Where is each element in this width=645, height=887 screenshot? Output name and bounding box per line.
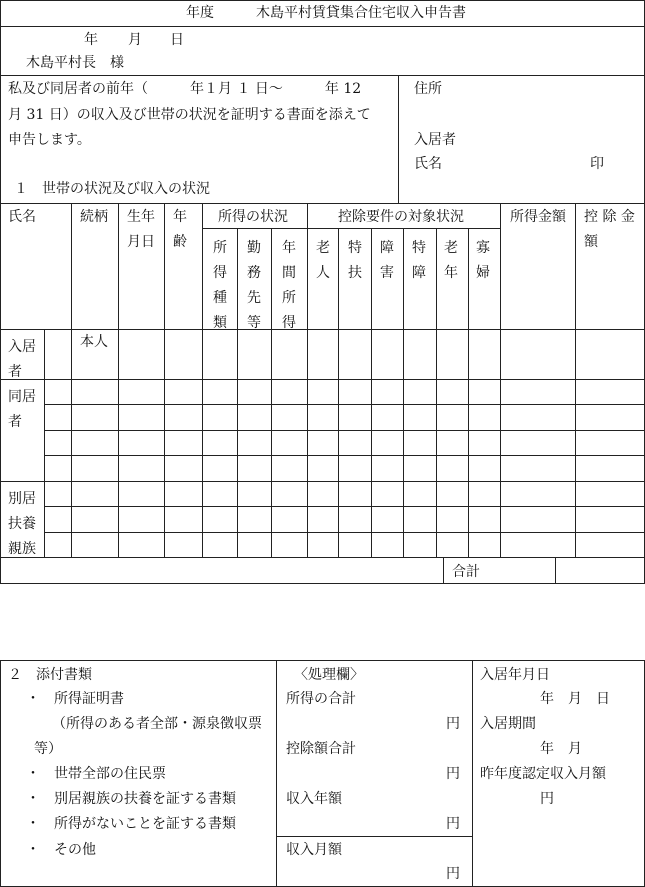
declaration-line-2: 月 31 日）の収入及び世帯の状況を証明する書面を添えて <box>8 107 371 123</box>
declaration-divider <box>398 75 399 204</box>
period-label: 入居期間 <box>480 716 536 732</box>
attachment-item: ・ 所得がないことを証する書類 <box>26 816 236 832</box>
col-line <box>271 228 272 557</box>
row-line <box>44 532 645 533</box>
prior-income-label: 昨年度認定収入月額 <box>480 766 606 782</box>
address-label: 住所 <box>414 81 442 97</box>
move-in-date-value: 年 月 日 <box>540 691 610 707</box>
header-elderly: 老 人 <box>316 240 330 281</box>
col-line <box>71 203 72 557</box>
period-value: 年 月 <box>540 741 582 757</box>
header-deduction-amount-1: 控 除 金 <box>584 209 635 225</box>
col-line <box>237 228 238 557</box>
header-annual-income: 年 間 所 得 <box>282 240 296 331</box>
col-line <box>338 228 339 557</box>
processing-unit: 円 <box>446 716 460 732</box>
addressee-divider <box>0 75 645 76</box>
row-line <box>0 481 645 482</box>
header-workplace: 勤 務 先 等 <box>247 240 261 331</box>
border-bottom <box>0 583 645 584</box>
name-label: 氏名 <box>414 156 442 172</box>
processing-divider <box>276 836 472 837</box>
section2-left <box>0 660 1 887</box>
attachment-item: 等） <box>34 741 62 757</box>
move-in-date-label: 入居年月日 <box>480 667 550 683</box>
header-special-dependent: 特 扶 <box>348 240 362 281</box>
section1-title: １ 世帯の状況及び収入の状況 <box>14 181 210 197</box>
processing-title: 〈処理欄〉 <box>294 667 364 683</box>
date-day: 日 <box>170 32 184 48</box>
addressee: 木島平村長 様 <box>26 55 124 71</box>
processing-label: 収入月額 <box>286 842 342 858</box>
attachment-item: ・ 所得証明書 <box>26 691 124 707</box>
resident-label: 入居者 <box>414 132 456 148</box>
border-top <box>0 0 645 1</box>
col-line <box>118 203 119 557</box>
header-bottom <box>0 329 645 330</box>
attachment-item: ・ 世帯全部の住民票 <box>26 766 166 782</box>
header-birth-1: 生年 <box>127 209 155 225</box>
border-left <box>0 0 1 584</box>
date-year: 年 <box>84 32 98 48</box>
section2-divider-2 <box>472 660 473 887</box>
date-month: 月 <box>128 32 142 48</box>
attachment-item: （所得のある者全部・源泉徴収票 <box>52 716 262 732</box>
row-line <box>0 557 645 558</box>
declaration-line-1: 私及び同居者の前年（ 年１月 １ 日～ 年 12 <box>8 81 362 97</box>
header-age-2: 齢 <box>173 234 187 250</box>
section2-top <box>0 660 645 661</box>
row-line <box>44 455 645 456</box>
group-label-resident: 入居 者 <box>8 339 36 380</box>
col-line <box>403 228 404 557</box>
row-line <box>44 430 645 431</box>
col-line <box>468 228 469 557</box>
header-income-type: 所 得 種 類 <box>213 240 227 331</box>
header-deduction-status: 控除要件の対象状況 <box>338 209 464 225</box>
seal-mark: 印 <box>590 156 604 172</box>
header-name: 氏名 <box>8 209 36 225</box>
prior-income-unit: 円 <box>540 791 554 807</box>
col-line <box>500 203 501 557</box>
row-line <box>44 506 645 507</box>
col-line <box>164 203 165 557</box>
header-widow: 寡 婦 <box>476 240 490 281</box>
total-divider <box>555 557 556 584</box>
title-divider <box>0 26 645 27</box>
title-prefix: 年度 <box>186 5 214 21</box>
row-line <box>44 379 645 380</box>
total-label: 合計 <box>452 564 480 580</box>
group-label-dependent: 別居 扶養 親族 <box>8 491 36 557</box>
header-deduction-amount-2: 額 <box>584 234 598 250</box>
processing-unit: 円 <box>446 766 460 782</box>
header-income-status: 所得の状況 <box>218 209 288 225</box>
page-title: 木島平村賃貸集合住宅収入申告書 <box>256 5 466 21</box>
section2-divider-1 <box>276 660 277 887</box>
header-age-1: 年 <box>173 209 187 225</box>
header-birth-2: 月日 <box>127 234 155 250</box>
header-relation: 続柄 <box>80 209 108 225</box>
attachment-item: ・ その他 <box>26 842 96 858</box>
relation-self: 本人 <box>80 334 108 350</box>
table-top-line <box>0 203 645 204</box>
processing-unit: 円 <box>446 816 460 832</box>
group-label-cohabitant: 同居 者 <box>8 389 36 430</box>
row-line <box>44 404 645 405</box>
processing-label: 控除額合計 <box>286 741 356 757</box>
processing-unit: 円 <box>446 866 460 882</box>
section2-title: ２ 添付書類 <box>8 667 92 683</box>
col-line <box>307 203 308 557</box>
group-divider <box>44 329 45 557</box>
header-subline <box>202 228 500 229</box>
declaration-line-3: 申告します。 <box>8 132 91 148</box>
col-line <box>575 203 576 557</box>
header-aged: 老 年 <box>444 240 458 281</box>
header-special-disability: 特 障 <box>412 240 426 281</box>
col-line <box>371 228 372 557</box>
total-divider <box>443 557 444 584</box>
attachment-item: ・ 別居親族の扶養を証する書類 <box>26 791 236 807</box>
col-line <box>202 203 203 557</box>
col-line <box>436 228 437 557</box>
processing-label: 収入年額 <box>286 791 342 807</box>
processing-label: 所得の合計 <box>286 691 356 707</box>
header-disability: 障 害 <box>380 240 394 281</box>
header-income-amount: 所得金額 <box>510 209 566 225</box>
